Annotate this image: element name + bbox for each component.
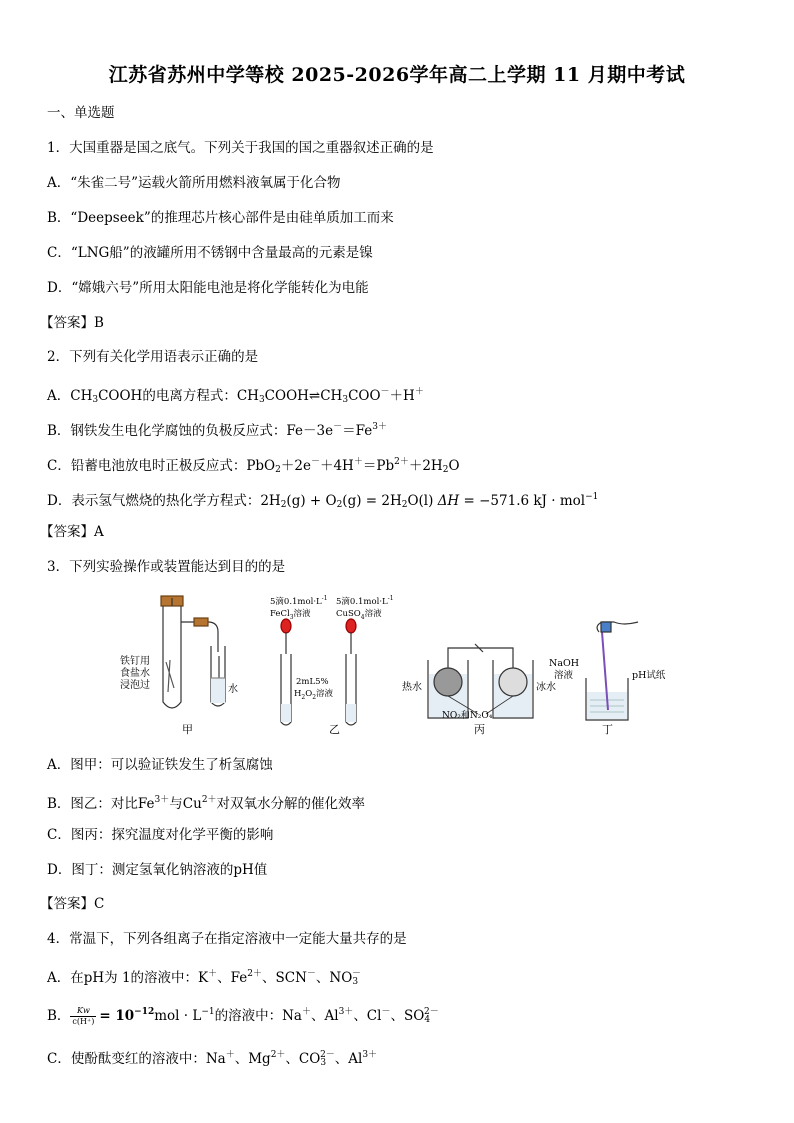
q3-answer: 【答案】C <box>40 896 105 912</box>
q4-a-text3: 、SCN <box>262 970 307 986</box>
yi-drop1-b: FeCl <box>270 609 290 619</box>
yi-drop2-c: 溶液 <box>364 609 382 619</box>
exam-title: 江苏省苏州中学等校 2025-2026学年高二上学期 11 月期中考试 <box>108 64 686 86</box>
q4-b-exponent: −12 <box>134 1007 155 1017</box>
q4-b-unit: mol · L <box>154 1008 202 1024</box>
q4-b-equals: = 10 <box>99 1008 135 1024</box>
yi-h2o2-amount: 2mL5% <box>296 677 329 687</box>
q3-apparatus-figure <box>118 592 678 740</box>
yi-h2o2-formula: $H_2O_2$溶液 <box>294 689 334 701</box>
q1-answer: 【答案】B <box>40 315 104 331</box>
jia-label-3: 浸泡过 <box>120 680 150 691</box>
q1-stem: 1．大国重器是国之底气。下列关于我国的国之重器叙述正确的是 <box>47 140 434 156</box>
q2-c-text2: ＋2e <box>280 458 311 474</box>
yi-drop1-reagent: FeCl$_3$溶液 <box>270 609 311 621</box>
apparatus-yi <box>281 619 356 725</box>
q2-option-c: C．铅蓄电池放电时正极反应式：$PbO_2+2e^-+4H^+=Pb^{2+}+2H_2O$ <box>47 457 460 475</box>
apparatus-bing <box>428 644 533 718</box>
q2-a-text2: COOH的电离方程式：CH <box>98 388 259 404</box>
yi-drop2-reagent: CuSO$_4$溶液 <box>336 609 382 621</box>
bing-gas-label: NO₂和N₂O₄ <box>442 711 493 721</box>
q2-a-text5: ＋H <box>389 388 415 404</box>
q2-c-text1: C．铅蓄电池放电时正极反应式：PbO <box>47 458 276 474</box>
q4-c-text1: C．使酚酞变红的溶液中：Na <box>47 1051 226 1067</box>
q2-c-text6: O <box>448 458 460 474</box>
q2-c-text4: ＝Pb <box>362 458 395 474</box>
yi-drop1-conc: 5滴$0.1mol\cdot L^{-1}$ <box>270 595 328 607</box>
jia-label-1: 铁钉用 <box>120 656 150 667</box>
yi-drop2-a: 5滴0.1mol·L <box>336 597 388 607</box>
q4-b-label: B． <box>47 1008 71 1024</box>
q1-option-a: A．“朱雀二号”运载火箭所用燃料液氧属于化合物 <box>47 175 341 191</box>
yi-h2o2-c: O <box>305 689 313 699</box>
apparatus-ding <box>586 622 638 720</box>
q4-a-text4: 、NO <box>315 970 353 986</box>
bing-hot-water: 热水 <box>402 682 422 693</box>
q4-b-text3: 、Cl <box>353 1008 382 1024</box>
q4-option-b: B． $\frac{Kw}{c(H^+)}$ = $10^{-12}mol \cdot L^{-1}$的溶液中：Na＋、$Al^{3+}$、Cl－、$SO_4^{2-}$ <box>47 1006 439 1026</box>
q3-option-d: D．图丁：测定氢氧化钠溶液的pH值 <box>47 862 268 878</box>
ding-ph-paper-label: pH试纸 <box>632 670 666 681</box>
jia-water-label: 水 <box>228 684 238 695</box>
q2-d-text1: D．表示氢气燃烧的热化学方程式：2H <box>47 493 281 509</box>
yi-drop1-c: 溶液 <box>293 609 311 619</box>
q2-stem: 2．下列有关化学用语表示正确的是 <box>47 349 259 365</box>
q4-option-c: C．使酚酞变红的溶液中：Na＋、$Mg^{2+}$、$CO_3^{2-}$、$Al^{3+}$ <box>47 1050 378 1068</box>
apparatus-jia <box>161 596 225 708</box>
q1-option-d: D．“嫦娥六号”所用太阳能电池是将化学能转化为电能 <box>47 280 369 296</box>
q2-d-text3: (g) = 2H <box>342 493 402 509</box>
q4-c-text4: 、Al <box>334 1051 363 1067</box>
q3-option-a: A．图甲：可以验证铁发生了析氢腐蚀 <box>47 757 273 773</box>
q4-b-numerator: Kw <box>70 1006 96 1017</box>
q1-option-b: B．“Deepseek”的推理芯片核心部件是由硅单质加工而来 <box>47 210 394 226</box>
q2-d-text2: (g) + O <box>286 493 337 509</box>
q3-b-text3: 对双氧水分解的催化效率 <box>216 796 366 812</box>
q2-c-text5: ＋2H <box>408 458 443 474</box>
yi-drop2-b: CuSO <box>336 609 361 619</box>
q3-option-c: C．图丙：探究温度对化学平衡的影响 <box>47 827 274 843</box>
q4-b-text2: 、Al <box>311 1008 339 1024</box>
q4-a-text2: 、Fe <box>217 970 248 986</box>
ding-caption: 丁 <box>602 723 613 736</box>
q4-a-text1: A．在pH为 1的溶液中：K <box>47 970 209 986</box>
q2-option-a: A．$CH_3COOH$的电离方程式：$CH_3COOH\rightleftharpoons CH_3COO^-+H^+$ <box>47 387 424 405</box>
q2-a-text3: COOH⇌CH <box>264 388 343 404</box>
jia-caption: 甲 <box>182 723 193 736</box>
q2-option-d: D．表示氢气燃烧的热化学方程式：$2H_2(g) + O_2(g) = 2H_2O(l) \Delta H = -571.6$ kJ · mol$^{-1}$ <box>47 492 599 510</box>
q3-b-text2: 与Cu <box>169 796 202 812</box>
yi-h2o2-d: 溶液 <box>316 689 334 699</box>
yi-drop2-conc: 5滴$0.1mol\cdot L^{-1}$ <box>336 595 394 607</box>
yi-h2o2-b: H <box>294 689 302 699</box>
q2-c-text3: ＋4H <box>319 458 354 474</box>
q2-option-b: B．钢铁发生电化学腐蚀的负极反应式：$Fe-3e^-=Fe^{3+}$ <box>47 422 387 439</box>
q2-b-text1: B．钢铁发生电化学腐蚀的负极反应式：Fe－3e <box>47 423 334 439</box>
bing-ice-water: 冰水 <box>536 682 556 693</box>
ding-naoh-label: NaOH <box>549 658 580 669</box>
q4-b-denominator: c(H⁺) <box>72 1017 95 1026</box>
section-heading: 一、单选题 <box>47 105 115 121</box>
yi-caption: 乙 <box>329 723 340 736</box>
q3-b-text1: B．图乙：对比Fe <box>47 796 155 812</box>
q2-answer: 【答案】A <box>40 524 104 540</box>
q2-d-text4: O(l) <box>407 493 438 509</box>
q4-c-text3: 、CO <box>285 1051 321 1067</box>
q2-b-text2: ＝Fe <box>342 423 373 439</box>
jia-label-2: 食盐水 <box>120 668 150 679</box>
q4-stem: 4．常温下，下列各组离子在指定溶液中一定能大量共存的是 <box>47 931 407 947</box>
yi-drop1-a: 5滴0.1mol·L <box>270 597 322 607</box>
q4-c-text2: 、Mg <box>234 1051 271 1067</box>
q4-b-text4: 、SO <box>390 1008 425 1024</box>
q2-d-text5: = −571.6 kJ · mol <box>459 493 586 509</box>
ding-solution-label: 溶液 <box>554 670 574 681</box>
q3-stem: 3．下列实验操作或装置能达到目的的是 <box>47 559 286 575</box>
q3-option-b: B．图乙：对比$Fe^{3+}$与$Cu^{2+}$对双氧水分解的催化效率 <box>47 795 366 812</box>
q4-b-fraction <box>70 1006 96 1027</box>
q1-option-c: C．“LNG船”的液罐所用不锈钢中含量最高的元素是镍 <box>47 245 373 261</box>
q2-d-delta-h: ΔH <box>437 493 460 509</box>
q4-b-text: 的溶液中：Na <box>214 1008 302 1024</box>
bing-caption: 丙 <box>474 723 485 736</box>
q4-option-a: A．在pH为 1的溶液中：K＋、$Fe^{2+}$、SCN－、$NO_3^-$ <box>47 969 362 987</box>
q2-a-text4: COO <box>348 388 381 404</box>
q2-a-text1: A．CH <box>47 388 93 404</box>
